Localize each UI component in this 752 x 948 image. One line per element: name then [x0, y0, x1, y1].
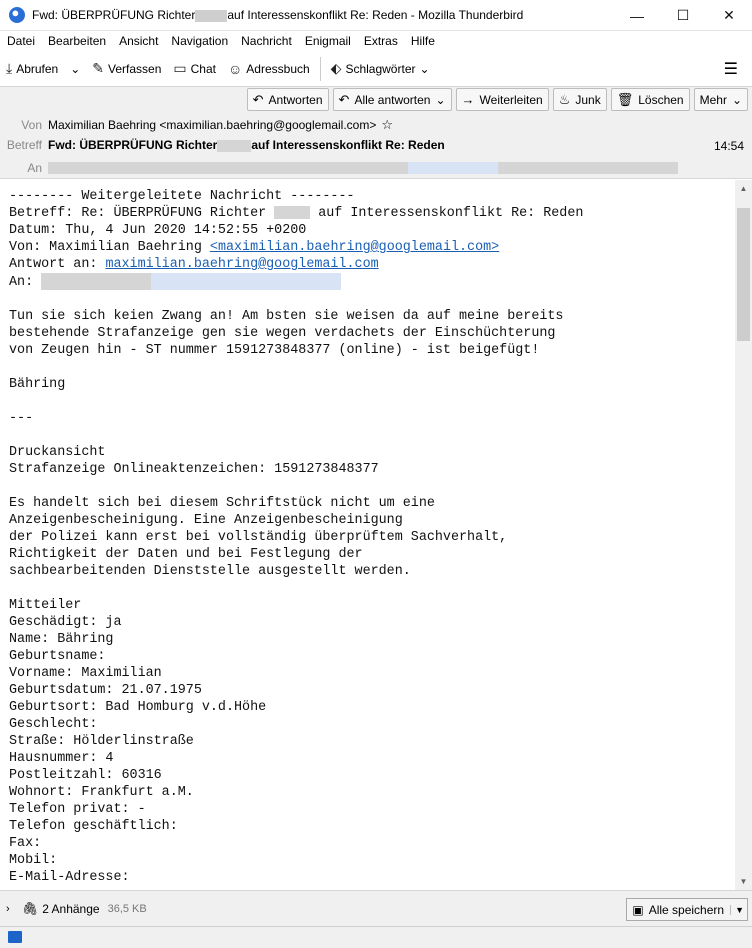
redacted-block	[41, 273, 151, 290]
trash-icon: 🗑	[616, 91, 634, 107]
paperclip-icon: 🖇	[21, 900, 39, 916]
maximize-button[interactable]: ☐	[676, 7, 690, 23]
to-label: An	[27, 161, 42, 175]
chevron-down-icon: ⌄	[419, 61, 430, 76]
message-text: -------- Weitergeleitete Nachricht -------- Betreff: Re: ÜBERPRÜFUNG Richter auf Interessenskonflikt Re: Reden Datum: Thu, 4 Jun 2020 14:52:55 +0200 Von: Maximilian Baehring <maximilian.baehring@googlemail.com> Antwort an: maximilian.baehring@googlemail.com An: Tun sie sich keien Zwang an! Am bsten sie weisen da auf meine bereits bestehende Strafanzeige gen sie wegen verdachets der Einschüchterung von Zeugen hin - ST nummer 1591273848377 (online) - ist beigefügt! Bähring --- Druckansicht Strafanzeige Onlineaktenzeichen: 1591273848377 Es handelt sich bei diesem Schriftstück nicht um eine Anzeigenbescheinigung. Eine Anzeigenbescheinigung der Polizei kann erst bei vollständig überprüftem Sachverhalt, Richtigkeit der Daten und bei Festlegung der sachbearbeitenden Dienststelle ausgestellt werden. Mitteiler Geschädigt: ja Name: Bähring Geburtsname: Vorname: Maximilian Geburtsdatum: 21.07.1975 Geburtsort: Bad Homburg v.d.Höhe Geschlecht: Straße: Hölderlinstraße Hausnummer: 4 Postleitzahl: 60316 Wohnort: Frankfurt a.M. Telefon privat: - Telefon geschäftlich: Fax: Mobil: E-Mail-Adresse:	[9, 189, 584, 886]
chat-button[interactable]	[167, 56, 222, 82]
person-icon: ☺	[228, 60, 243, 77]
message-header	[0, 87, 752, 179]
hamburger-icon: ☰	[723, 61, 738, 78]
status-bar	[0, 926, 752, 948]
redacted-block	[48, 162, 408, 174]
attachment-size: 36,5 KB	[107, 902, 147, 915]
window-controls	[614, 0, 752, 31]
scroll-thumb[interactable]	[737, 208, 750, 341]
pencil-icon: ✎	[92, 60, 105, 76]
reply-all-label: Alle antworten	[354, 92, 431, 107]
reply-icon: ↶	[252, 91, 264, 107]
reply-all-icon: ↶	[338, 91, 350, 107]
menu-ansicht[interactable]: Ansicht	[119, 34, 159, 48]
tag-icon: ⬖	[330, 60, 342, 76]
vertical-scrollbar[interactable]	[735, 180, 752, 890]
redacted-block	[498, 162, 678, 174]
delete-button[interactable]	[611, 88, 690, 111]
attachment-count[interactable]: 2 Anhänge	[42, 901, 100, 916]
chevron-down-icon: ⌄	[435, 92, 446, 107]
redacted-block	[274, 206, 310, 219]
from-value[interactable]: Maximilian Baehring <maximilian.baehring@googlemail.com>	[48, 118, 377, 132]
reply-button[interactable]	[247, 88, 329, 111]
chevron-down-icon[interactable]: ▼	[730, 905, 744, 915]
chat-bubble-icon: ▭	[173, 60, 187, 76]
menu-navigation[interactable]: Navigation	[171, 34, 229, 48]
redacted-block	[408, 162, 498, 174]
more-label: Mehr	[699, 92, 727, 107]
get-mail-dropdown[interactable]	[64, 56, 86, 82]
flame-icon: ♨	[558, 91, 571, 107]
online-status-icon[interactable]	[8, 931, 22, 943]
chevron-down-icon: ⌄	[70, 61, 81, 76]
message-date: 14:54	[713, 139, 744, 153]
from-email-link[interactable]: <maximilian.baehring@googlemail.com>	[209, 240, 500, 255]
menu-nachricht[interactable]: Nachricht	[241, 34, 292, 48]
get-mail-button[interactable]	[0, 56, 64, 82]
save-all-button[interactable]	[626, 898, 748, 921]
window-title: Fwd: ÜBERPRÜFUNG Richter auf Interessenskonflikt Re: Reden - Mozilla Thunderbird	[32, 8, 524, 22]
title-bar	[0, 0, 752, 31]
reply-label: Antworten	[268, 92, 323, 107]
from-label: Von	[21, 118, 42, 132]
reply-to-email-link[interactable]: maximilian.baehring@googlemail.com	[105, 257, 379, 272]
menu-datei[interactable]: Datei	[7, 34, 36, 48]
redacted-block	[151, 273, 341, 290]
redacted-block	[195, 10, 227, 22]
message-body[interactable]	[0, 180, 752, 890]
chevron-right-icon[interactable]: ›	[6, 902, 10, 915]
junk-button[interactable]	[553, 88, 607, 111]
address-book-button[interactable]	[222, 56, 316, 82]
main-toolbar	[0, 51, 752, 87]
save-all-label: Alle speichern	[648, 902, 725, 917]
thunderbird-logo-icon	[9, 7, 25, 23]
subject-label: Betreff	[6, 138, 42, 152]
app-menu-button[interactable]	[724, 59, 738, 79]
star-icon[interactable]: ☆	[381, 117, 393, 132]
junk-label: Junk	[575, 92, 601, 107]
close-button[interactable]: ✕	[723, 7, 735, 23]
redacted-block	[217, 140, 251, 152]
more-button[interactable]	[694, 88, 748, 111]
write-button[interactable]	[86, 56, 167, 82]
forward-label: Weiterleiten	[479, 92, 543, 107]
write-label: Verfassen	[108, 61, 162, 76]
scroll-down-icon[interactable]: ▼	[739, 877, 748, 886]
menu-extras[interactable]: Extras	[363, 34, 398, 48]
attachment-bar	[0, 890, 752, 926]
get-mail-label: Abrufen	[16, 61, 59, 76]
toolbar-separator	[320, 57, 321, 81]
from-row	[0, 116, 393, 134]
minimize-button[interactable]: —	[630, 7, 644, 24]
address-book-label: Adressbuch	[246, 61, 310, 76]
delete-label: Löschen	[638, 92, 684, 107]
header-actions	[243, 88, 748, 112]
menu-bar	[0, 31, 752, 51]
subject-value: Fwd: ÜBERPRÜFUNG Richter auf Interessenskonflikt Re: Reden	[48, 138, 445, 152]
subject-row	[0, 136, 445, 154]
menu-enigmail[interactable]: Enigmail	[304, 34, 351, 48]
forward-button[interactable]	[456, 88, 549, 111]
reply-all-button[interactable]	[333, 88, 452, 111]
chat-label: Chat	[190, 61, 216, 76]
download-icon: ⤓	[6, 60, 13, 76]
menu-bearbeiten[interactable]: Bearbeiten	[48, 34, 107, 48]
to-row	[0, 159, 678, 177]
chevron-down-icon: ⌄	[731, 92, 742, 107]
menu-hilfe[interactable]: Hilfe	[410, 34, 435, 48]
floppy-disk-icon: ▣	[632, 902, 644, 917]
tags-label: Schlagwörter	[345, 61, 416, 76]
forward-icon: →	[461, 92, 475, 107]
scroll-up-icon[interactable]: ▲	[739, 184, 748, 193]
tags-button[interactable]	[325, 56, 436, 82]
